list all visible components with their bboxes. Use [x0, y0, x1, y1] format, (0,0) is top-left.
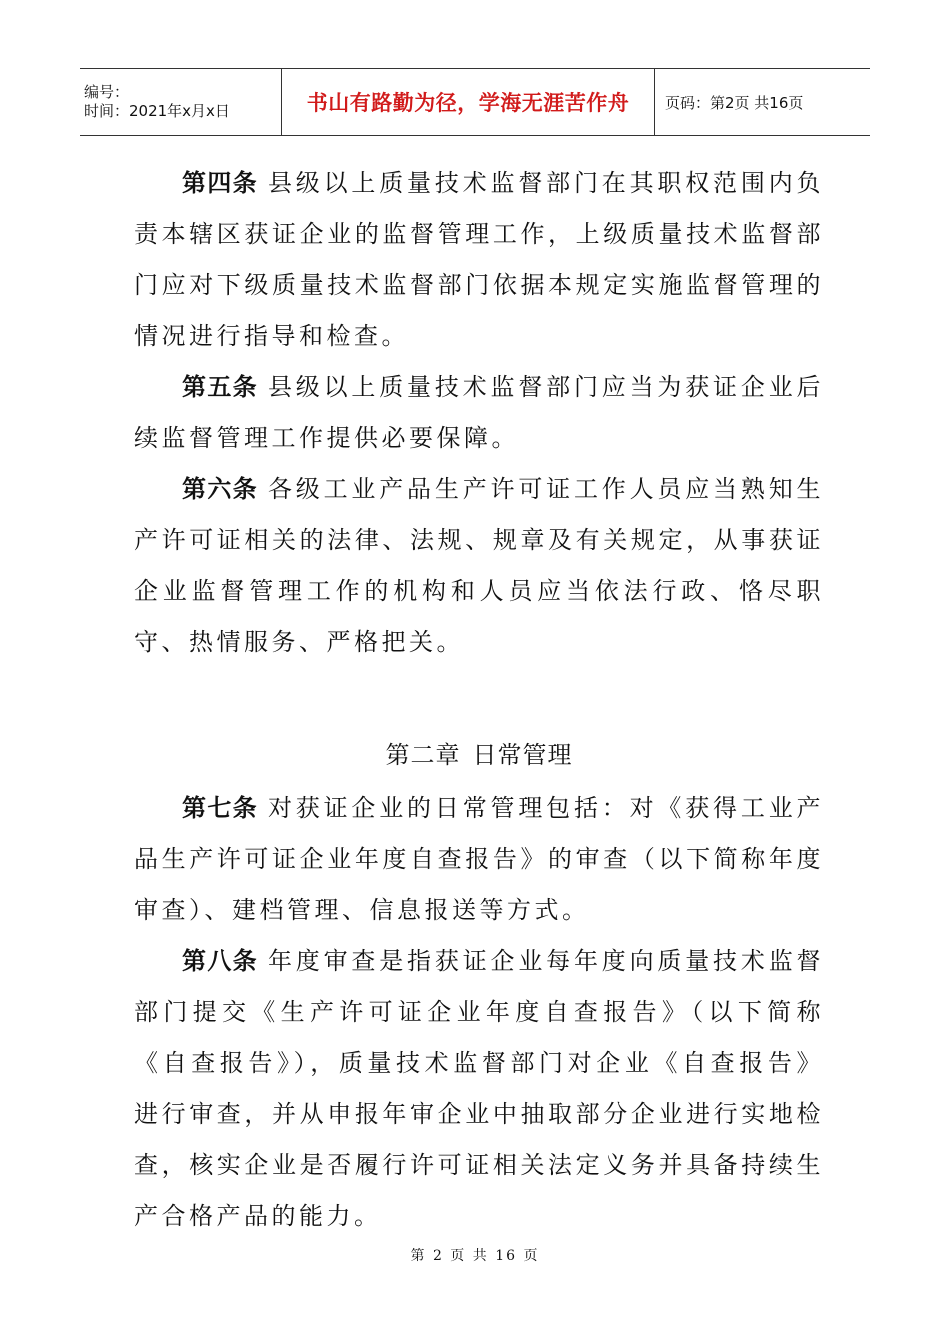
article-title: 第四条: [182, 169, 258, 197]
document-body: [134, 158, 824, 1242]
header-page-cell: [655, 69, 870, 135]
article-title: 第七条: [182, 794, 258, 822]
article-text: 年度审查是指获证企业每年度向质量技术监督部门提交《生产许可证企业年度自查报告》（以下简称《自查报告》），质量技术监督部门对企业《自查报告》进行审查，并从申报年审企业中抽取部分企业进行实地检查，核实企业是否履行许可证相关法定义务并具备持续生产合格产品的能力。: [134, 947, 825, 1230]
article-text: 各级工业产品生产许可证工作人员应当熟知生产许可证相关的法律、法规、规章及有关规定，从事获证企业监督管理工作的机构和人员应当依法行政、恪尽职守、热情服务、严格把关。: [134, 475, 825, 656]
article: [134, 362, 824, 464]
article: [134, 783, 824, 936]
article: [134, 158, 824, 362]
article-title: 第八条: [182, 947, 258, 975]
document-number-label: 编号：: [84, 83, 130, 101]
article: [134, 936, 824, 1242]
motto: 书山有路勤为径，学海无涯苦作舟: [306, 91, 630, 115]
article: [134, 464, 824, 668]
page-header: [80, 68, 870, 136]
article-text: 县级以上质量技术监督部门在其职权范围内负责本辖区获证企业的监督管理工作，上级质量技术监督部门应对下级质量技术监督部门依据本规定实施监督管理的情况进行指导和检查。: [134, 169, 825, 350]
chapter-heading: [134, 730, 824, 781]
article-title: 第五条: [182, 373, 258, 401]
page-indicator: 页码：第2页 共16页: [665, 93, 804, 112]
header-motto-cell: [282, 69, 655, 135]
chapter-title: 日常管理: [472, 741, 573, 769]
header-meta: [80, 69, 282, 135]
chapter-number: 第二章: [385, 741, 461, 769]
document-date: 时间：2021年x月x日: [84, 102, 230, 120]
page-footer: 第 2 页 共 16 页: [410, 1248, 540, 1264]
article-text: 县级以上质量技术监督部门应当为获证企业后续监督管理工作提供必要保障。: [134, 373, 825, 452]
article-title: 第六条: [182, 475, 258, 503]
article-text: 对获证企业的日常管理包括：对《获得工业产品生产许可证企业年度自查报告》的审查（以下简称年度审查）、建档管理、信息报送等方式。: [134, 794, 825, 924]
